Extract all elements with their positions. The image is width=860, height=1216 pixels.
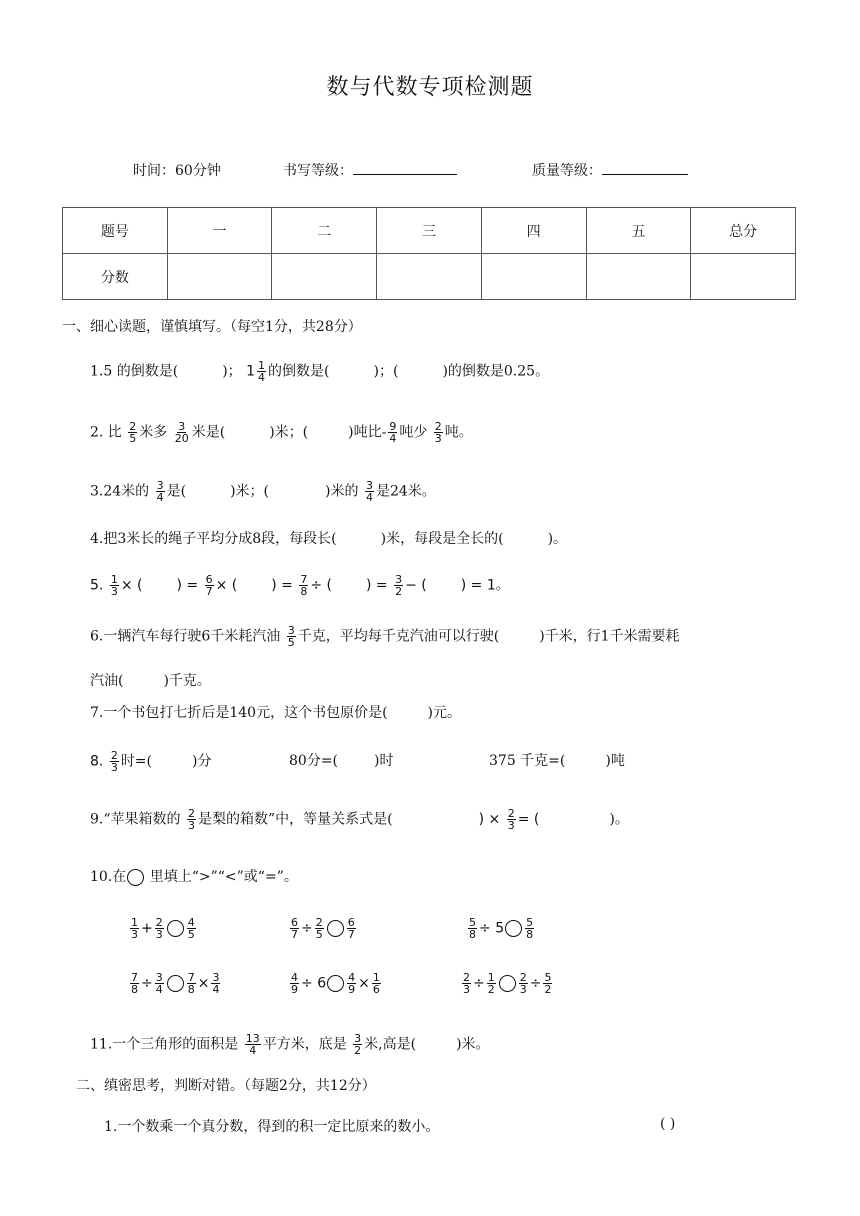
text-fragment: 吨。	[444, 424, 473, 441]
text-fragment: 是24米。	[375, 483, 436, 500]
text-fragment: 6	[372, 983, 380, 996]
quality-grade-blank[interactable]	[602, 160, 688, 175]
text-fragment: )分	[192, 753, 212, 770]
text-fragment: = (	[517, 811, 540, 828]
score-table-header-row	[63, 208, 796, 254]
text-fragment: 2	[463, 971, 470, 984]
text-fragment: 2	[487, 983, 495, 996]
text-fragment: 3	[463, 983, 470, 996]
text-fragment: ×	[358, 975, 370, 992]
compare-circle[interactable]	[505, 920, 522, 937]
question-6-line2	[90, 670, 211, 690]
compare-item-5	[288, 972, 383, 995]
score-cell[interactable]	[167, 254, 272, 300]
text-fragment: )米，每段是全长的(	[380, 531, 504, 547]
text-fragment: ÷	[473, 975, 485, 992]
text-fragment: 3	[507, 819, 515, 832]
text-fragment: 汽油(	[90, 673, 124, 689]
text-fragment: 6	[205, 573, 213, 586]
text-fragment: 7	[300, 573, 308, 586]
text-fragment: 2	[544, 983, 552, 996]
text-fragment: 4	[155, 983, 163, 996]
text-fragment: 4	[258, 371, 266, 384]
fraction	[130, 972, 139, 995]
q5-fraction-2	[205, 574, 214, 597]
score-cell[interactable]	[377, 254, 482, 300]
text-fragment: 20	[174, 432, 189, 445]
question-10	[90, 866, 298, 886]
text-fragment: 8	[187, 983, 195, 996]
text-fragment: 1	[110, 573, 118, 586]
text-fragment: ×	[197, 975, 210, 992]
q1-fraction	[257, 360, 266, 383]
q5-fraction-4	[394, 574, 403, 597]
text-fragment: 4	[187, 916, 195, 929]
question-3	[90, 480, 436, 503]
fraction	[290, 917, 299, 940]
text-fragment: 6	[317, 975, 327, 992]
text-fragment: 6	[347, 916, 355, 929]
text-fragment: 2	[187, 807, 195, 820]
text-fragment: 平方米，底是	[262, 1036, 347, 1053]
q2-fraction-3	[388, 421, 397, 444]
text-fragment: 吨少	[399, 424, 428, 441]
text-fragment: × (	[215, 577, 238, 594]
text-fragment: 米多	[139, 424, 168, 441]
text-fragment: 时=(	[120, 753, 153, 770]
text-fragment: 5	[315, 928, 323, 941]
text-fragment: 2	[434, 420, 442, 433]
text-fragment: ) = 1。	[460, 577, 510, 594]
fraction	[468, 917, 477, 940]
text-fragment: 80分=(	[289, 753, 339, 769]
q3-fraction-2	[365, 480, 374, 503]
text-fragment: )吨	[605, 753, 625, 769]
text-fragment: 2	[129, 420, 137, 433]
text-fragment: ) =	[176, 577, 199, 594]
text-fragment: 13	[245, 1032, 260, 1045]
text-fragment: 2. 比	[90, 424, 122, 441]
text-fragment: )吨比-	[348, 424, 387, 441]
section1-heading: 一、细心读题，谨慎填写。（每空1分，共28分）	[62, 319, 362, 335]
text-fragment: 5	[526, 916, 534, 929]
text-fragment: 375 千克=(	[489, 753, 566, 769]
text-fragment: )千克。	[163, 673, 211, 689]
q2-fraction-4	[434, 421, 443, 444]
text-fragment: ) =	[366, 577, 388, 594]
header-cell: 三	[377, 208, 482, 254]
text-fragment: 2	[155, 916, 163, 929]
text-fragment: 2	[110, 749, 118, 762]
text-fragment: ÷	[301, 920, 313, 937]
compare-circle[interactable]	[327, 975, 344, 992]
circle-icon	[127, 869, 144, 886]
fraction	[525, 917, 534, 940]
text-fragment: 4	[212, 983, 220, 996]
text-fragment: 3	[287, 624, 295, 637]
text-fragment: )。	[547, 531, 568, 547]
score-cell[interactable]	[481, 254, 586, 300]
text-fragment: 5	[495, 920, 505, 937]
text-fragment: 8.	[90, 753, 104, 770]
question-8-c	[489, 750, 625, 770]
text-fragment: 3	[178, 420, 186, 433]
text-fragment: 5	[129, 432, 137, 445]
fraction	[519, 972, 528, 995]
q5-fraction-1	[110, 574, 119, 597]
text-fragment: ÷	[529, 975, 542, 992]
text-fragment: 7	[291, 928, 298, 941]
text-fragment: 3	[156, 479, 164, 492]
fraction	[187, 972, 196, 995]
quality-grade-text: 质量等级：	[532, 163, 602, 179]
text-fragment: − (	[405, 577, 427, 594]
text-fragment: 4.把3米长的绳子平均分成8段，每段长(	[90, 531, 337, 547]
text-fragment: 6.一辆汽车每行驶6千米耗汽油	[90, 628, 281, 645]
text-fragment: ) =	[271, 577, 293, 594]
text-fragment: 3	[155, 971, 163, 984]
text-fragment: ÷	[141, 975, 153, 992]
text-fragment: 8	[526, 928, 534, 941]
text-fragment: 10.在	[90, 869, 127, 885]
text-fragment: 1	[258, 359, 266, 372]
text-fragment: 3	[365, 479, 373, 492]
text-fragment: 2	[519, 971, 527, 984]
fraction	[130, 917, 139, 940]
text-fragment: +	[141, 920, 153, 937]
text-fragment: 是(	[166, 483, 187, 500]
header-cell: 总分	[691, 208, 796, 254]
text-fragment: 2	[315, 916, 323, 929]
text-fragment: 3	[187, 819, 195, 832]
compare-item-3	[466, 917, 536, 940]
text-fragment: 9	[389, 420, 397, 433]
time-info: 时间：60分钟	[133, 163, 221, 179]
text-fragment: ÷	[479, 920, 491, 937]
compare-circle[interactable]	[167, 975, 184, 992]
text-fragment: 3	[155, 928, 163, 941]
text-fragment: 米是(	[191, 424, 226, 441]
q1-text-d: 的倒数是(	[268, 363, 330, 380]
text-fragment: 5	[287, 636, 295, 649]
fraction	[187, 917, 196, 940]
header-cell: 二	[272, 208, 377, 254]
fraction	[372, 972, 381, 995]
text-fragment: 3	[395, 573, 403, 586]
fraction	[462, 972, 471, 995]
header-cell: 四	[481, 208, 586, 254]
score-table	[62, 207, 796, 300]
text-fragment: 4	[348, 971, 356, 984]
q6-fraction	[287, 625, 296, 648]
question-11	[90, 1033, 490, 1056]
question-9	[90, 808, 629, 831]
q3-fraction-1	[156, 480, 165, 503]
text-fragment: 1	[372, 971, 380, 984]
fraction	[347, 972, 356, 995]
q1-mixed-whole: 1	[246, 363, 256, 380]
header-cell: 五	[586, 208, 691, 254]
compare-item-1	[128, 917, 198, 940]
fraction	[155, 917, 164, 940]
text-fragment: )米的	[325, 483, 359, 500]
text-fragment: )元。	[427, 705, 462, 721]
compare-circle[interactable]	[167, 920, 184, 937]
text-fragment: 9	[348, 983, 356, 996]
text-fragment: 米,高是(	[364, 1036, 417, 1053]
text-fragment: 4	[389, 432, 397, 445]
text-fragment: 7	[347, 928, 355, 941]
text-fragment: 7	[205, 585, 213, 598]
fraction	[543, 972, 552, 995]
text-fragment: 8	[300, 585, 308, 598]
fraction	[315, 917, 324, 940]
text-fragment: ÷ (	[310, 577, 332, 594]
question-8-b	[289, 750, 393, 770]
text-fragment: 里填上“>”“<”或“=”。	[149, 869, 298, 885]
answer-parenthesis[interactable]: ( )	[660, 1116, 676, 1132]
text-fragment: 7	[187, 971, 195, 984]
compare-item-4	[128, 972, 222, 995]
score-row-label: 分数	[63, 254, 168, 300]
text-fragment: )时	[374, 753, 394, 769]
fraction	[211, 972, 220, 995]
question-8	[90, 750, 211, 773]
text-fragment: 8	[131, 983, 138, 996]
question-2	[90, 421, 473, 444]
text-fragment: 1	[487, 971, 495, 984]
quality-grade-label	[532, 160, 688, 180]
writing-grade-label	[283, 160, 457, 180]
text-fragment: 3	[212, 971, 220, 984]
text-fragment: 4	[291, 971, 298, 984]
score-table-score-row	[63, 254, 796, 300]
text-fragment: ÷	[301, 975, 313, 992]
text-fragment: 7	[131, 971, 138, 984]
text-fragment: 9	[291, 983, 298, 996]
question-6	[90, 625, 680, 648]
text-fragment: 3	[110, 761, 118, 774]
text-fragment: 5	[469, 916, 476, 929]
q2-fraction-2	[174, 421, 190, 444]
writing-grade-blank[interactable]	[353, 160, 457, 175]
q1-text-a: 1.5 的倒数是(	[90, 363, 179, 380]
fraction	[347, 917, 356, 940]
text-fragment: 4	[156, 491, 164, 504]
text-fragment: 5	[187, 928, 195, 941]
text-fragment: 千克，平均每千克汽油可以行驶(	[297, 628, 500, 645]
text-fragment: 3	[434, 432, 442, 445]
q11-fraction-1	[245, 1033, 261, 1056]
fraction	[155, 972, 164, 995]
q11-fraction-2	[353, 1033, 362, 1056]
writing-grade-text: 书写等级：	[283, 163, 353, 179]
text-fragment: 8	[469, 928, 476, 941]
q5-fraction-3	[299, 574, 308, 597]
text-fragment: 9.“苹果箱数的	[90, 811, 181, 828]
q1-text-e: )；(	[373, 363, 399, 380]
header-cell: 题号	[63, 208, 168, 254]
text-fragment: 4	[249, 1044, 257, 1057]
compare-circle[interactable]	[327, 920, 344, 937]
text-fragment: 7.一个书包打七折后是140元，这个书包原价是(	[90, 705, 388, 721]
text-fragment: 3	[110, 585, 118, 598]
text-fragment: 3	[354, 1032, 362, 1045]
score-cell[interactable]	[586, 254, 691, 300]
question-4	[90, 528, 567, 548]
q1-text-f: )的倒数是0.25。	[442, 363, 550, 380]
text-fragment: 3	[519, 983, 527, 996]
compare-item-2	[288, 917, 358, 940]
text-fragment: 5	[544, 971, 552, 984]
text-fragment: 1	[131, 916, 138, 929]
text-fragment: 2	[507, 807, 515, 820]
text-fragment: 3	[131, 928, 138, 941]
text-fragment: 6	[291, 916, 298, 929]
text-fragment: 3.24米的	[90, 483, 150, 500]
text-fragment: )米；(	[269, 424, 309, 441]
text-fragment: × (	[120, 577, 143, 594]
text-fragment: 5.	[90, 577, 104, 594]
text-fragment: )米；(	[230, 483, 270, 500]
q9-fraction-1	[187, 808, 196, 831]
question-5	[90, 574, 510, 597]
text-fragment: ) ×	[478, 811, 501, 828]
text-fragment: )千米，行1千米需要耗	[539, 628, 680, 645]
q9-fraction-2	[507, 808, 516, 831]
compare-circle[interactable]	[499, 975, 516, 992]
fraction	[290, 972, 299, 995]
q1-text-b: )；	[222, 363, 242, 380]
q8-fraction	[110, 750, 119, 773]
header-cell: 一	[167, 208, 272, 254]
text-fragment: 4	[365, 491, 373, 504]
section2-question-1: 1.一个数乘一个真分数，得到的积一定比原来的数小。	[104, 1119, 440, 1135]
fraction	[487, 972, 496, 995]
text-fragment: 是梨的箱数”中，等量关系式是(	[197, 811, 393, 828]
text-fragment: )米。	[456, 1036, 490, 1053]
question-7	[90, 702, 461, 722]
text-fragment: 2	[395, 585, 403, 598]
text-fragment: 2	[354, 1044, 362, 1057]
q2-fraction-1	[128, 421, 137, 444]
page-title: 数与代数专项检测题	[326, 75, 534, 100]
compare-item-6	[460, 972, 554, 995]
question-1	[90, 360, 549, 383]
text-fragment: 11.一个三角形的面积是	[90, 1036, 239, 1053]
score-cell[interactable]	[691, 254, 796, 300]
score-cell[interactable]	[272, 254, 377, 300]
section2-heading: 二、缜密思考，判断对错。（每题2分，共12分）	[76, 1078, 376, 1094]
text-fragment: )。	[609, 811, 629, 828]
